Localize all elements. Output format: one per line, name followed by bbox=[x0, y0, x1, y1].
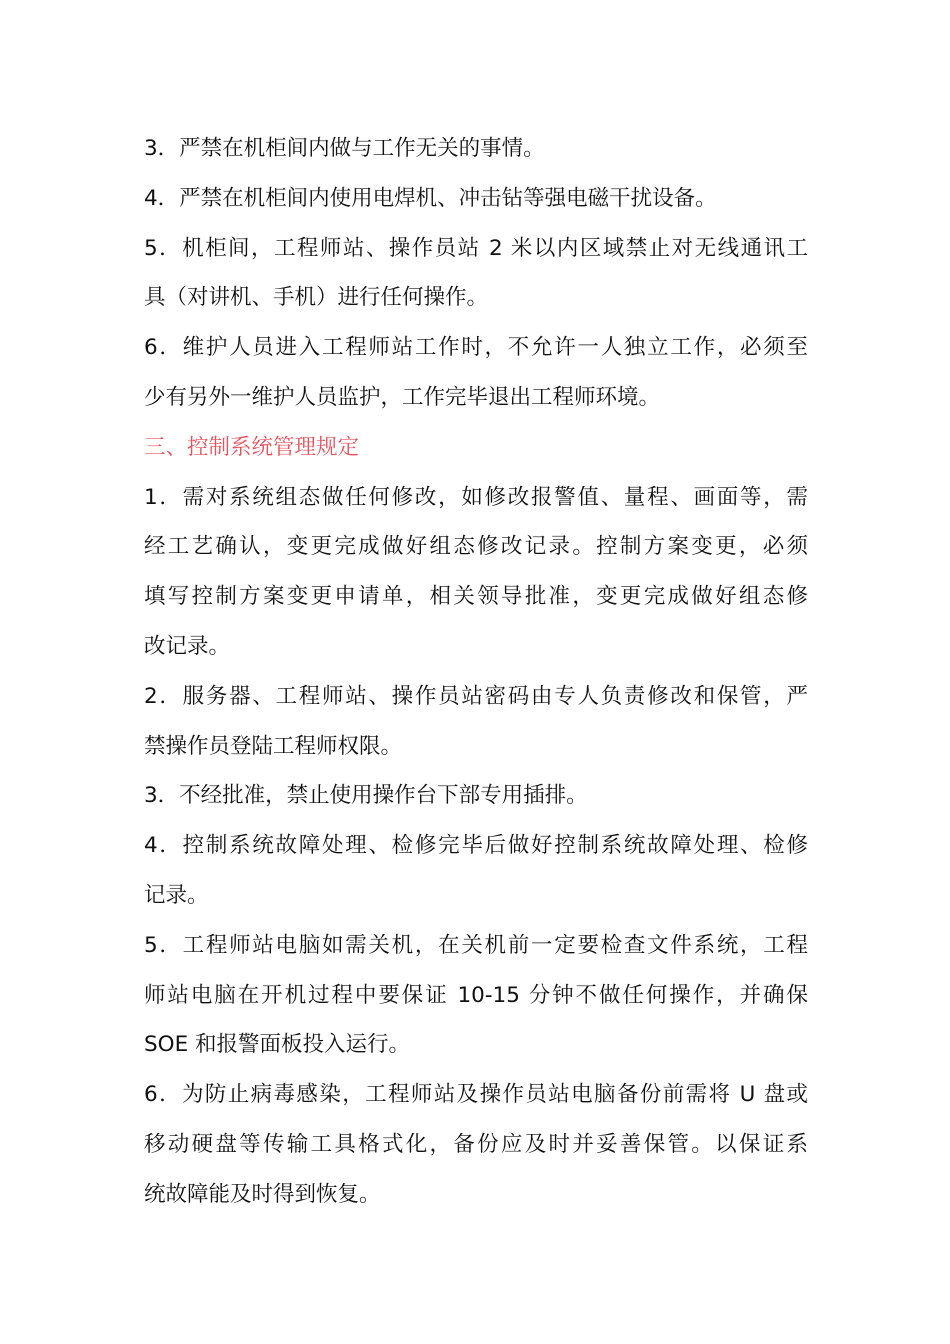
text-line: 3．严禁在机柜间内做与工作无关的事情。 bbox=[144, 136, 545, 161]
text-line: 移动硬盘等传输工具格式化，备份应及时并妥善保管。以保证系 bbox=[144, 1131, 808, 1157]
text-line: 4．控制系统故障处理、检修完毕后做好控制系统故障处理、检修 bbox=[144, 833, 808, 859]
text-line: SOE 和报警面板投入运行。 bbox=[144, 1032, 410, 1058]
text-line: 师站电脑在开机过程中要保证 10-15 分钟不做任何操作，并确保 bbox=[144, 982, 808, 1008]
text-line: 6．为防止病毒感染，工程师站及操作员站电脑备份前需将 U 盘或 bbox=[144, 1082, 808, 1108]
text-line: 5．工程师站电脑如需关机，在关机前一定要检查文件系统，工程 bbox=[144, 932, 808, 958]
text-line: 6．维护人员进入工程师站工作时，不允许一人独立工作，必须至 bbox=[144, 335, 808, 361]
text-line: 1．需对系统组态做任何修改，如修改报警值、量程、画面等，需 bbox=[144, 484, 808, 510]
text-line: 具（对讲机、手机）进行任何操作。 bbox=[144, 285, 489, 311]
section-heading: 三、控制系统管理规定 bbox=[144, 434, 360, 460]
text-line: 3．不经批准，禁止使用操作台下部专用插排。 bbox=[144, 783, 588, 809]
text-line: 填写控制方案变更申请单，相关领导批准，变更完成做好组态修 bbox=[144, 584, 808, 610]
text-line: 少有另外一维护人员监护，工作完毕退出工程师环境。 bbox=[144, 384, 661, 410]
text-line: 改记录。 bbox=[144, 633, 231, 659]
text-line: 4．严禁在机柜间内使用电焊机、冲击钻等强电磁干扰设备。 bbox=[144, 185, 717, 211]
document-page bbox=[144, 134, 808, 1230]
text-line: 禁操作员登陆工程师权限。 bbox=[144, 733, 403, 759]
text-line: 记录。 bbox=[144, 882, 209, 908]
text-line: 5．机柜间，工程师站、操作员站 2 米以内区域禁止对无线通讯工 bbox=[144, 235, 808, 261]
text-line: 2．服务器、工程师站、操作员站密码由专人负责修改和保管，严 bbox=[144, 683, 808, 709]
text-line: 统故障能及时得到恢复。 bbox=[144, 1181, 381, 1207]
text-line: 经工艺确认，变更完成做好组态修改记录。控制方案变更，必须 bbox=[144, 534, 808, 560]
